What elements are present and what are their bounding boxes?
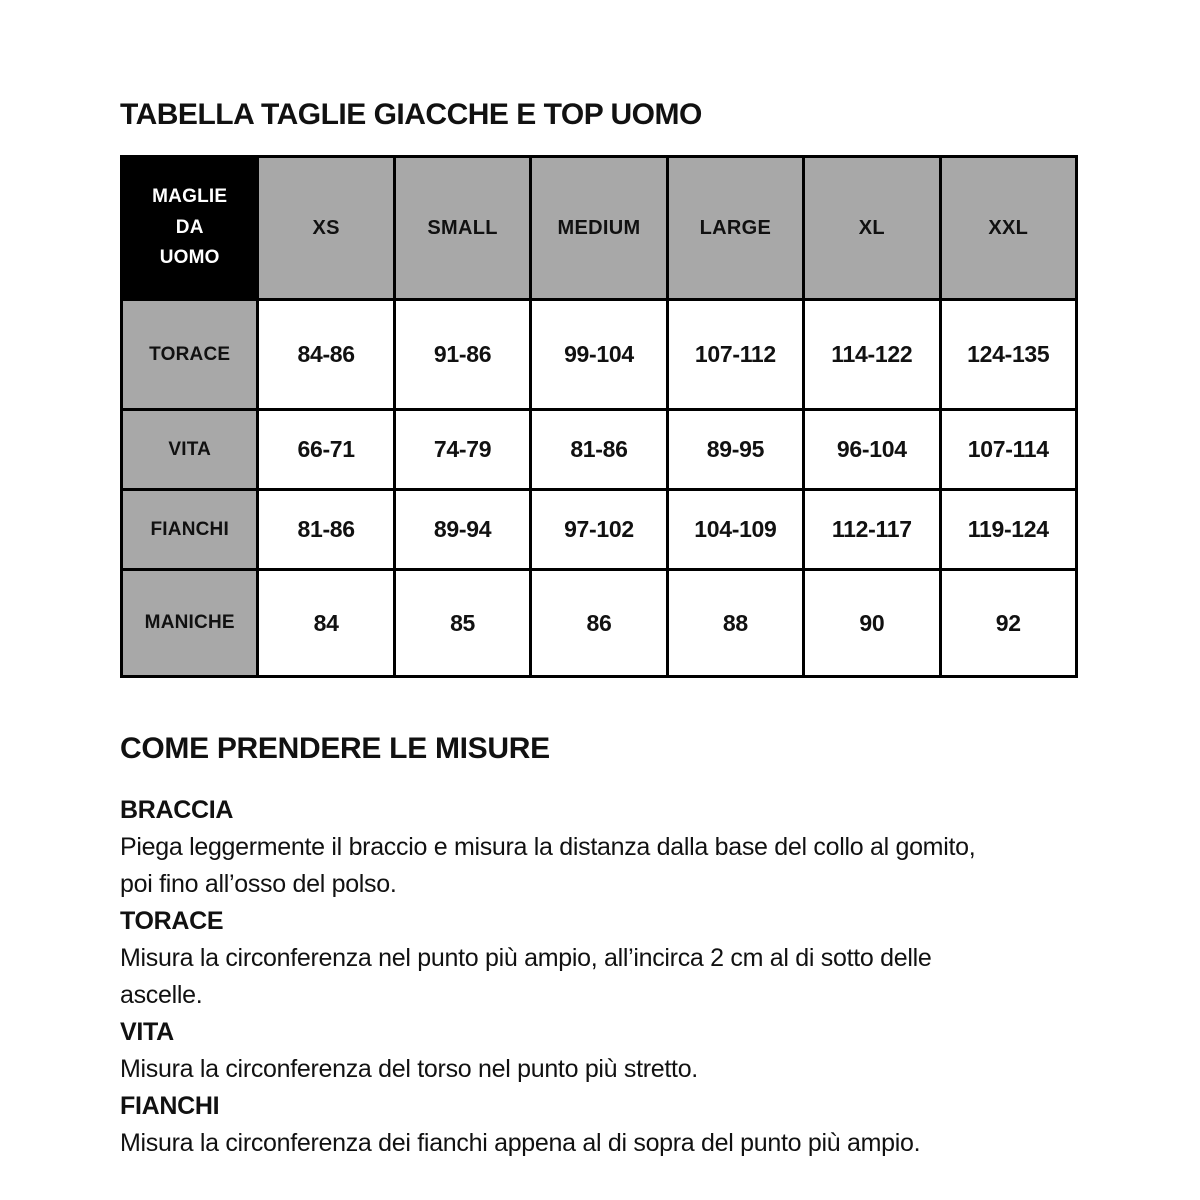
size-header-large: LARGE [667, 157, 803, 300]
row-label-torace: TORACE [122, 300, 258, 410]
size-value-cell: 89-94 [394, 490, 530, 570]
size-value-cell: 114-122 [804, 300, 940, 410]
size-value-cell: 92 [940, 570, 1076, 677]
size-value-cell: 97-102 [531, 490, 667, 570]
size-value-cell: 84 [258, 570, 394, 677]
table-row-vita [122, 410, 1077, 490]
table-row-torace [122, 300, 1077, 410]
size-value-cell: 84-86 [258, 300, 394, 410]
size-value-cell: 96-104 [804, 410, 940, 490]
guide-heading-braccia: BRACCIA [120, 796, 234, 824]
row-label-fianchi: FIANCHI [122, 490, 258, 570]
measure-guide-title: COME PRENDERE LE MISURE [120, 732, 550, 765]
size-value-cell: 89-95 [667, 410, 803, 490]
size-header-xxl: XXL [940, 157, 1076, 300]
guide-section-braccia [120, 792, 1110, 903]
guide-heading-torace: TORACE [120, 907, 224, 935]
size-table [120, 155, 1078, 678]
guide-section-vita [120, 1014, 1110, 1088]
size-value-cell: 112-117 [804, 490, 940, 570]
table-row-fianchi [122, 490, 1077, 570]
size-value-cell: 104-109 [667, 490, 803, 570]
table-corner-cell: MAGLIE DA UOMO [122, 157, 258, 300]
size-header-small: SMALL [394, 157, 530, 300]
guide-text-line: Misura la circonferenza dei fianchi appena al di sopra del punto più ampio. [120, 1129, 921, 1157]
row-label-maniche: MANICHE [122, 570, 258, 677]
size-value-cell: 66-71 [258, 410, 394, 490]
size-value-cell: 86 [531, 570, 667, 677]
size-value-cell: 74-79 [394, 410, 530, 490]
table-row-maniche [122, 570, 1077, 677]
guide-heading-fianchi: FIANCHI [120, 1092, 220, 1120]
row-label-vita: VITA [122, 410, 258, 490]
size-value-cell: 85 [394, 570, 530, 677]
guide-text-line: ascelle. [120, 981, 203, 1009]
size-value-cell: 91-86 [394, 300, 530, 410]
guide-text-line: Misura la circonferenza nel punto più ampio, all’incirca 2 cm al di sotto delle [120, 944, 932, 972]
guide-text-line: Piega leggermente il braccio e misura la distanza dalla base del collo al gomito, [120, 833, 976, 861]
table-header-row [122, 157, 1077, 300]
size-header-medium: MEDIUM [531, 157, 667, 300]
size-header-xs: XS [258, 157, 394, 300]
guide-section-torace [120, 903, 1110, 1014]
size-value-cell: 81-86 [258, 490, 394, 570]
size-value-cell: 119-124 [940, 490, 1076, 570]
size-chart-page [120, 0, 1110, 1162]
size-value-cell: 90 [804, 570, 940, 677]
guide-text-line: Misura la circonferenza del torso nel punto più stretto. [120, 1055, 698, 1083]
guide-text-line: poi fino all’osso del polso. [120, 870, 397, 898]
size-value-cell: 88 [667, 570, 803, 677]
guide-heading-vita: VITA [120, 1018, 174, 1046]
size-value-cell: 99-104 [531, 300, 667, 410]
size-header-xl: XL [804, 157, 940, 300]
size-value-cell: 124-135 [940, 300, 1076, 410]
guide-section-fianchi [120, 1088, 1110, 1162]
page-title: TABELLA TAGLIE GIACCHE E TOP UOMO [120, 98, 702, 131]
size-value-cell: 107-112 [667, 300, 803, 410]
measure-guide [120, 792, 1110, 1162]
size-value-cell: 81-86 [531, 410, 667, 490]
size-value-cell: 107-114 [940, 410, 1076, 490]
